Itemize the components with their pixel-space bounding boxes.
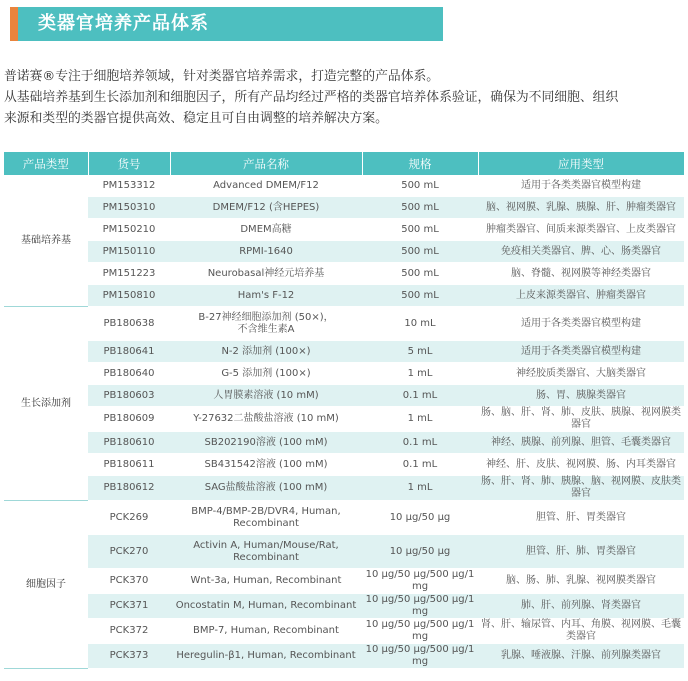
application-cell: 适用于各类类器官模型构建 bbox=[478, 341, 684, 363]
catalog-no-cell: PM153312 bbox=[88, 175, 170, 197]
application-cell: 胆管、肝、肺、胃类器官 bbox=[478, 535, 684, 569]
table-row bbox=[4, 241, 684, 263]
application-cell: 肠、胃、胰腺类器官 bbox=[478, 385, 684, 407]
spec-cell: 500 mL bbox=[362, 285, 478, 307]
catalog-no-cell: PM151223 bbox=[88, 263, 170, 285]
spec-cell: 1 mL bbox=[362, 476, 478, 501]
table-row bbox=[4, 476, 684, 501]
banner-accent-bar bbox=[10, 7, 18, 41]
header-product-name: 产品名称 bbox=[170, 152, 362, 175]
catalog-no-cell: PB180638 bbox=[88, 307, 170, 341]
catalog-no-cell: PM150310 bbox=[88, 197, 170, 219]
catalog-no-cell: PCK269 bbox=[88, 501, 170, 535]
application-cell: 神经、肝、皮肤、视网膜、肠、内耳类器官 bbox=[478, 454, 684, 476]
product-name-line: BMP-4/BMP-2B/DVR4, Human, bbox=[191, 505, 341, 517]
table-row bbox=[4, 285, 684, 307]
application-cell: 脑、脊髓、视网膜等神经类器官 bbox=[478, 263, 684, 285]
intro-text bbox=[4, 66, 688, 129]
catalog-no-cell: PB180609 bbox=[88, 407, 170, 432]
table-row bbox=[4, 307, 684, 341]
table-row bbox=[4, 175, 684, 197]
catalog-no-cell: PB180611 bbox=[88, 454, 170, 476]
catalog-no-cell: PB180641 bbox=[88, 341, 170, 363]
category-cell: 基础培养基 bbox=[4, 175, 88, 307]
table-row bbox=[4, 619, 684, 644]
application-cell: 脑、肠、肺、乳腺、视网膜类器官 bbox=[478, 569, 684, 594]
header-catalog-no: 货号 bbox=[88, 152, 170, 175]
product-name-line: Recombinant bbox=[233, 551, 299, 563]
spec-cell: 500 mL bbox=[362, 175, 478, 197]
spec-cell: 10 μg/50 μg bbox=[362, 501, 478, 535]
application-cell: 脑、视网膜、乳腺、胰腺、肝、肿瘤类器官 bbox=[478, 197, 684, 219]
page-title: 类器官培养产品体系 bbox=[38, 13, 209, 34]
catalog-no-cell: PM150210 bbox=[88, 219, 170, 241]
application-cell: 肾、肝、输尿管、内耳、角膜、视网膜、毛囊类器官 bbox=[478, 619, 684, 644]
product-name-cell: Advanced DMEM/F12 bbox=[170, 175, 362, 197]
intro-line: 普诺赛®专注于细胞培养领域，针对类器官培养需求，打造完整的产品体系。 bbox=[4, 69, 440, 84]
product-name-cell: Oncostatin M, Human, Recombinant bbox=[170, 594, 362, 619]
application-cell: 免疫相关类器官、脾、心、肠类器官 bbox=[478, 241, 684, 263]
table-row bbox=[4, 363, 684, 385]
spec-cell: 10 mL bbox=[362, 307, 478, 341]
product-name-cell: DMEM/F12 (含HEPES) bbox=[170, 197, 362, 219]
spec-cell: 500 mL bbox=[362, 197, 478, 219]
product-name-cell: SB431542溶液 (100 mM) bbox=[170, 454, 362, 476]
spec-cell: 10 μg/50 μg/500 μg/1 mg bbox=[362, 594, 478, 619]
catalog-no-cell: PM150810 bbox=[88, 285, 170, 307]
catalog-no-cell: PCK371 bbox=[88, 594, 170, 619]
spec-cell: 500 mL bbox=[362, 263, 478, 285]
catalog-no-cell: PCK372 bbox=[88, 619, 170, 644]
table-row bbox=[4, 644, 684, 669]
table-row bbox=[4, 219, 684, 241]
application-cell: 肠、肝、肾、肺、胰腺、脑、视网膜、皮肤类器官 bbox=[478, 476, 684, 501]
application-cell: 神经、胰腺、前列腺、胆管、毛囊类器官 bbox=[478, 432, 684, 454]
section-banner bbox=[10, 7, 443, 41]
application-cell: 适用于各类类器官模型构建 bbox=[478, 307, 684, 341]
spec-cell: 5 mL bbox=[362, 341, 478, 363]
product-name-cell bbox=[170, 535, 362, 569]
spec-cell: 0.1 mL bbox=[362, 454, 478, 476]
product-name-line: Activin A, Human/Mouse/Rat, bbox=[193, 539, 339, 551]
product-name-cell: Wnt-3a, Human, Recombinant bbox=[170, 569, 362, 594]
catalog-no-cell: PB180612 bbox=[88, 476, 170, 501]
spec-cell: 1 mL bbox=[362, 407, 478, 432]
product-name-cell: N-2 添加剂 (100×) bbox=[170, 341, 362, 363]
header-application: 应用类型 bbox=[478, 152, 684, 175]
product-name-cell bbox=[170, 307, 362, 341]
application-cell: 肠、脑、肝、肾、肺、皮肤、胰腺、视网膜类器官 bbox=[478, 407, 684, 432]
spec-cell: 500 mL bbox=[362, 241, 478, 263]
category-cell: 细胞因子 bbox=[4, 501, 88, 669]
product-name-line: Recombinant bbox=[233, 517, 299, 529]
catalog-no-cell: PB180610 bbox=[88, 432, 170, 454]
product-name-cell: BMP-7, Human, Recombinant bbox=[170, 619, 362, 644]
spec-cell: 500 mL bbox=[362, 219, 478, 241]
intro-line: 来源和类型的类器官提供高效、稳定且可自由调整的培养解决方案。 bbox=[4, 111, 388, 126]
product-name-line: B-27神经细胞添加剂 (50×)， bbox=[198, 311, 334, 323]
catalog-no-cell: PCK373 bbox=[88, 644, 170, 669]
product-name-cell: RPMI-1640 bbox=[170, 241, 362, 263]
table-row bbox=[4, 535, 684, 569]
category-cell: 生长添加剂 bbox=[4, 307, 88, 501]
spec-cell: 10 μg/50 μg/500 μg/1 mg bbox=[362, 644, 478, 669]
spec-cell: 0.1 mL bbox=[362, 385, 478, 407]
table-row bbox=[4, 341, 684, 363]
table-row bbox=[4, 569, 684, 594]
product-name-cell: Heregulin-β1, Human, Recombinant bbox=[170, 644, 362, 669]
product-name-cell: G-5 添加剂 (100×) bbox=[170, 363, 362, 385]
product-table bbox=[4, 152, 685, 669]
product-name-cell: Ham's F-12 bbox=[170, 285, 362, 307]
intro-line: 从基础培养基到生长添加剂和细胞因子，所有产品均经过严格的类器官培养体系验证，确保为不同细胞、组织 bbox=[4, 90, 619, 105]
application-cell: 胆管、肝、胃类器官 bbox=[478, 501, 684, 535]
application-cell: 肿瘤类器官、间质来源类器官、上皮类器官 bbox=[478, 219, 684, 241]
product-name-cell: DMEM高糖 bbox=[170, 219, 362, 241]
table-row bbox=[4, 594, 684, 619]
product-name-cell: Y-27632二盐酸盐溶液 (10 mM) bbox=[170, 407, 362, 432]
application-cell: 乳腺、唾液腺、汗腺、前列腺类器官 bbox=[478, 644, 684, 669]
spec-cell: 10 μg/50 μg bbox=[362, 535, 478, 569]
table-row bbox=[4, 432, 684, 454]
spec-cell: 10 μg/50 μg/500 μg/1 mg bbox=[362, 569, 478, 594]
header-spec: 规格 bbox=[362, 152, 478, 175]
header-product-type: 产品类型 bbox=[4, 152, 88, 175]
table-row bbox=[4, 407, 684, 432]
application-cell: 适用于各类类器官模型构建 bbox=[478, 175, 684, 197]
table-row bbox=[4, 501, 684, 535]
product-name-cell: SB202190溶液 (100 mM) bbox=[170, 432, 362, 454]
table-row bbox=[4, 385, 684, 407]
application-cell: 神经胶质类器官、大脑类器官 bbox=[478, 363, 684, 385]
application-cell: 上皮来源类器官、肿瘤类器官 bbox=[478, 285, 684, 307]
spec-cell: 10 μg/50 μg/500 μg/1 mg bbox=[362, 619, 478, 644]
catalog-no-cell: PCK270 bbox=[88, 535, 170, 569]
catalog-no-cell: PCK370 bbox=[88, 569, 170, 594]
product-name-cell: Neurobasal神经元培养基 bbox=[170, 263, 362, 285]
catalog-no-cell: PB180640 bbox=[88, 363, 170, 385]
catalog-no-cell: PM150110 bbox=[88, 241, 170, 263]
product-name-line: 不含维生素A bbox=[237, 323, 295, 335]
spec-cell: 0.1 mL bbox=[362, 432, 478, 454]
product-name-cell bbox=[170, 501, 362, 535]
product-name-cell: SAG盐酸盐溶液 (100 mM) bbox=[170, 476, 362, 501]
table-header-row bbox=[4, 152, 684, 175]
application-cell: 肺、肝、前列腺、肾类器官 bbox=[478, 594, 684, 619]
table-row bbox=[4, 454, 684, 476]
product-name-cell: 人胃膜素溶液 (10 mM) bbox=[170, 385, 362, 407]
table-body bbox=[4, 175, 684, 669]
table-row bbox=[4, 197, 684, 219]
table-row bbox=[4, 263, 684, 285]
catalog-no-cell: PB180603 bbox=[88, 385, 170, 407]
spec-cell: 1 mL bbox=[362, 363, 478, 385]
